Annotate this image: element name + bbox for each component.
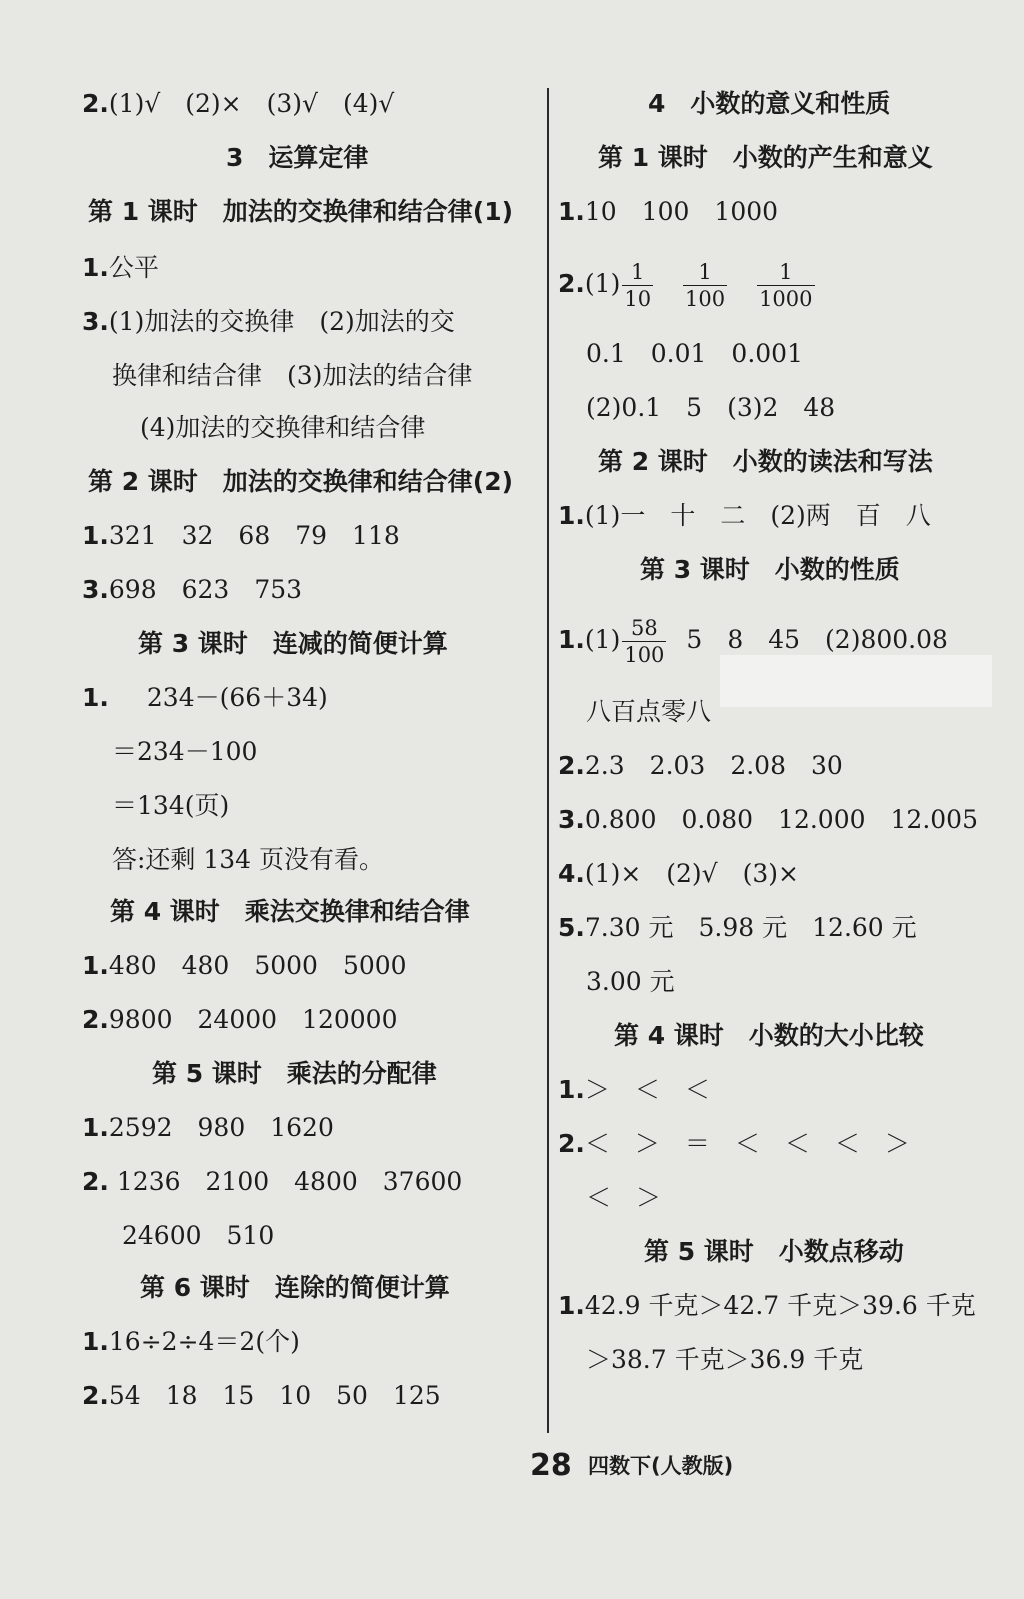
answer-text: 54 18 15 10 50 125 bbox=[108, 1381, 441, 1410]
left-answer-line bbox=[82, 518, 400, 554]
answer-text: (1)√ (2)× (3)√ (4)√ bbox=[108, 89, 395, 118]
left-answer-line bbox=[82, 1378, 441, 1414]
left-answer-line bbox=[82, 680, 328, 716]
lesson-title: 第 4 课时 小数的大小比较 bbox=[614, 1021, 924, 1050]
left-answer-line bbox=[82, 1002, 398, 1038]
denominator: 10 bbox=[624, 287, 652, 311]
right-answer-line bbox=[558, 748, 843, 784]
section-title: 4 小数的意义和性质 bbox=[648, 89, 891, 118]
answer-text: 9800 24000 120000 bbox=[108, 1005, 398, 1034]
question-number: 2. bbox=[82, 1381, 109, 1410]
answer-text: (1)加法的交换律 (2)加法的交 bbox=[108, 307, 455, 336]
denominator: 100 bbox=[624, 643, 665, 667]
answer-text: (1) bbox=[584, 625, 621, 654]
answer-text: 42.9 千克＞42.7 千克＞39.6 千克 bbox=[584, 1291, 976, 1320]
lesson-title: 第 1 课时 小数的产生和意义 bbox=[598, 143, 933, 172]
answer-text: 698 623 753 bbox=[108, 575, 303, 604]
answer-text: (1)一 十 二 (2)两 百 八 bbox=[584, 501, 931, 530]
question-number: 1. bbox=[82, 521, 109, 550]
fraction bbox=[622, 615, 666, 668]
left-answer-line bbox=[82, 250, 159, 286]
answer-text: ＞ ＜ ＜ bbox=[584, 1075, 710, 1104]
answer-text: (1)× (2)√ (3)× bbox=[584, 859, 799, 888]
question-number: 3. bbox=[558, 805, 585, 834]
right-answer-line bbox=[558, 256, 817, 312]
answer-continuation: 答:还剩 134 页没有看。 bbox=[112, 845, 385, 874]
question-number: 1. bbox=[82, 253, 109, 282]
answer-text: 10 100 1000 bbox=[584, 197, 779, 226]
left-answer-line bbox=[82, 1110, 334, 1146]
answer-continuation: 24600 510 bbox=[122, 1221, 275, 1250]
question-number: 2. bbox=[558, 1129, 585, 1158]
column-divider bbox=[547, 88, 549, 1433]
question-number: 4. bbox=[558, 859, 585, 888]
question-number: 1. bbox=[82, 1113, 109, 1142]
question-number: 1. bbox=[82, 683, 109, 712]
answer-text: 234－(66＋34) bbox=[146, 683, 328, 712]
right-answer-line bbox=[558, 910, 917, 946]
section-title: 3 运算定律 bbox=[226, 143, 369, 172]
answer-text: (1) bbox=[584, 269, 621, 298]
answer-continuation: 八百点零八 bbox=[586, 697, 712, 726]
lesson-title: 第 3 课时 小数的性质 bbox=[640, 555, 900, 584]
question-number: 5. bbox=[558, 913, 585, 942]
question-number: 1. bbox=[558, 197, 585, 226]
numerator: 1 bbox=[683, 259, 727, 286]
right-answer-line bbox=[558, 1288, 976, 1324]
answer-text: 480 480 5000 5000 bbox=[108, 951, 407, 980]
left-answer-line bbox=[82, 1324, 300, 1360]
answer-text: 2.3 2.03 2.08 30 bbox=[584, 751, 843, 780]
answer-text: 1236 2100 4800 37600 bbox=[116, 1167, 463, 1196]
right-answer-line bbox=[558, 1072, 710, 1108]
lesson-title: 第 6 课时 连除的简便计算 bbox=[140, 1273, 450, 1302]
answer-continuation: ＜ ＞ bbox=[586, 1183, 662, 1212]
blank-area bbox=[720, 655, 992, 707]
answer-continuation: 换律和结合律 (3)加法的结合律 bbox=[112, 361, 473, 390]
answer-text: 公平 bbox=[108, 253, 159, 282]
right-answer-line bbox=[558, 1126, 910, 1162]
answer-continuation: ＞38.7 千克＞36.9 千克 bbox=[586, 1345, 864, 1374]
question-number: 2. bbox=[82, 1167, 109, 1196]
answer-text: ＜ ＞ ＝ ＜ ＜ ＜ ＞ bbox=[584, 1129, 910, 1158]
book-label: 四数下(人教版) bbox=[588, 1454, 734, 1478]
numerator: 1 bbox=[622, 259, 653, 286]
lesson-title: 第 5 课时 乘法的分配律 bbox=[152, 1059, 437, 1088]
question-number: 1. bbox=[558, 1291, 585, 1320]
fraction bbox=[757, 259, 814, 312]
answer-continuation: 0.1 0.01 0.001 bbox=[586, 339, 803, 368]
question-number: 2. bbox=[82, 1005, 109, 1034]
lesson-title: 第 5 课时 小数点移动 bbox=[644, 1237, 904, 1266]
answer-text: 16÷2÷4＝2(个) bbox=[108, 1327, 300, 1356]
page-number: 28 bbox=[530, 1448, 572, 1483]
denominator: 1000 bbox=[759, 287, 813, 311]
answer-text: 2592 980 1620 bbox=[108, 1113, 334, 1142]
question-number: 3. bbox=[82, 307, 109, 336]
left-answer-line bbox=[82, 1164, 462, 1200]
answer-continuation: 3.00 元 bbox=[586, 967, 675, 996]
right-answer-line bbox=[558, 498, 931, 534]
lesson-title: 第 4 课时 乘法交换律和结合律 bbox=[110, 897, 470, 926]
lesson-title: 第 2 课时 小数的读法和写法 bbox=[598, 447, 933, 476]
fraction bbox=[622, 259, 653, 312]
question-number: 1. bbox=[82, 951, 109, 980]
question-number: 2. bbox=[558, 751, 585, 780]
answer-text: 321 32 68 79 118 bbox=[108, 521, 400, 550]
answer-text: 0.800 0.080 12.000 12.005 bbox=[584, 805, 978, 834]
left-answer-line bbox=[82, 948, 407, 984]
lesson-title: 第 1 课时 加法的交换律和结合律(1) bbox=[88, 197, 514, 226]
left-answer-line bbox=[82, 86, 394, 122]
numerator: 1 bbox=[757, 259, 814, 286]
question-number: 3. bbox=[82, 575, 109, 604]
denominator: 100 bbox=[685, 287, 726, 311]
answer-continuation: (2)0.1 5 (3)2 48 bbox=[586, 393, 836, 422]
numerator: 58 bbox=[622, 615, 666, 642]
fraction bbox=[683, 259, 727, 312]
lesson-title: 第 3 课时 连减的简便计算 bbox=[138, 629, 448, 658]
question-number: 1. bbox=[558, 625, 585, 654]
lesson-title: 第 2 课时 加法的交换律和结合律(2) bbox=[88, 467, 514, 496]
answer-continuation: ＝134(页) bbox=[112, 791, 230, 820]
question-number: 2. bbox=[558, 269, 585, 298]
answer-text: 7.30 元 5.98 元 12.60 元 bbox=[584, 913, 917, 942]
left-answer-line bbox=[82, 572, 302, 608]
right-answer-line bbox=[558, 194, 778, 230]
right-answer-line bbox=[558, 856, 799, 892]
right-answer-line bbox=[558, 802, 978, 838]
question-number: 1. bbox=[82, 1327, 109, 1356]
question-number: 1. bbox=[558, 501, 585, 530]
answer-text: 5 8 45 (2)800.08 bbox=[686, 625, 948, 654]
question-number: 2. bbox=[82, 89, 109, 118]
question-number: 1. bbox=[558, 1075, 585, 1104]
answer-continuation: (4)加法的交换律和结合律 bbox=[140, 413, 426, 442]
answer-continuation: ＝234－100 bbox=[112, 737, 258, 766]
left-answer-line bbox=[82, 304, 455, 340]
